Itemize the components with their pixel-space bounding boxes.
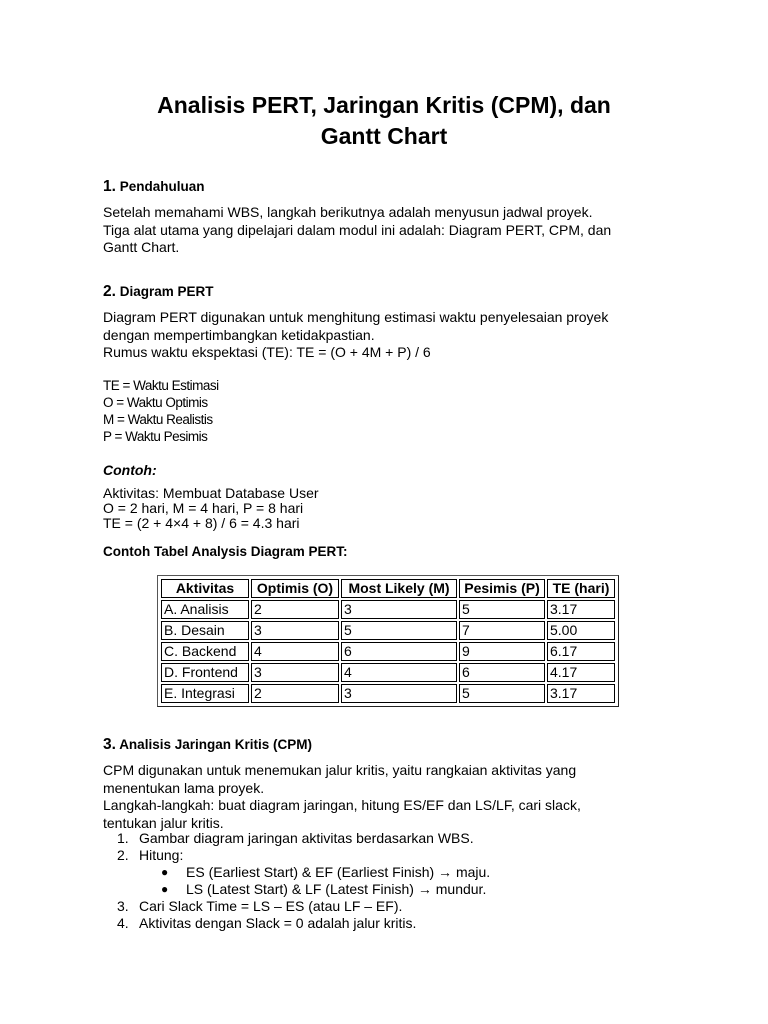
header-activity: Aktivitas [161,579,249,598]
section-2-title: Diagram PERT [119,284,214,299]
table-row [161,684,615,703]
table-cell: 3.17 [547,684,615,703]
list-text: Cari Slack Time = LS – ES (atau LF – EF). [139,898,403,914]
table-cell: 4 [251,642,339,661]
section-3-number: 3. [103,736,116,753]
table-cell: 3 [251,663,339,682]
bullet-item [103,864,490,881]
definition-line: M = Waktu Realistis [103,412,213,427]
definition-line: P = Waktu Pesimis [103,429,208,444]
table-cell: C. Backend [161,642,249,661]
list-number: 2. [117,847,129,863]
list-item [103,830,490,847]
table-cell: 3.17 [547,600,615,619]
section-1-title: Pendahuluan [119,179,205,194]
header-most-likely: Most Likely (M) [341,579,457,598]
table-caption: Contoh Tabel Analysis Diagram PERT: [103,544,348,559]
paragraph-line: CPM digunakan untuk menemukan jalur kritis, yaitu rangkaian aktivitas yang [103,762,577,778]
table-cell: 4 [341,663,457,682]
example-line: O = 2 hari, M = 4 hari, P = 8 hari [103,500,304,516]
table-cell: 9 [459,642,545,661]
table-row [161,600,615,619]
section-2-number: 2. [103,283,116,300]
list-number: 3. [117,898,129,914]
table-cell: 6 [341,642,457,661]
table-cell: 4.17 [547,663,615,682]
bullet-text: LS (Latest Start) & LF (Latest Finish) → mundur. [186,881,487,897]
list-text: Aktivitas dengan Slack = 0 adalah jalur kritis. [139,915,417,931]
section-3-paragraph [103,762,581,832]
document-title [60,90,708,152]
pert-table [159,577,617,705]
definition-line: O = Waktu Optimis [103,395,208,410]
paragraph-line: Setelah memahami WBS, langkah berikutnya adalah menyusun jadwal proyek. [103,204,593,220]
example-body [103,486,319,531]
section-1-paragraph [103,204,611,257]
paragraph-line: Diagram PERT digunakan untuk menghitung estimasi waktu penyelesaian proyek [103,309,609,325]
table-cell: 7 [459,621,545,640]
pert-table-frame [157,575,619,707]
table-cell: 2 [251,600,339,619]
bullet-icon: ● [161,865,169,879]
table-cell: A. Analisis [161,600,249,619]
header-pessimistic: Pesimis (P) [459,579,545,598]
list-item [103,898,490,915]
table-cell: 2 [251,684,339,703]
example-line: Aktivitas: Membuat Database User [103,485,319,501]
table-cell: 6.17 [547,642,615,661]
variable-definitions [103,377,219,445]
list-item [103,847,490,864]
header-te: TE (hari) [547,579,615,598]
definition-line: TE = Waktu Estimasi [103,378,219,393]
table-header-row [161,579,615,598]
paragraph-line: menentukan lama proyek. [103,779,265,796]
table-cell: 5 [459,684,545,703]
list-text: Gambar diagram jaringan aktivitas berdasarkan WBS. [139,830,474,846]
list-number: 1. [117,830,129,846]
table-cell: 5 [341,621,457,640]
paragraph-line: tentukan jalur kritis. [103,814,224,831]
section-1-number: 1. [103,178,116,195]
list-text: Hitung: [139,847,184,863]
section-3-title: Analisis Jaringan Kritis (CPM) [119,737,312,752]
section-2-paragraph [103,309,608,362]
paragraph-line: Langkah-langkah: buat diagram jaringan, hitung ES/EF dan LS/LF, cari slack, [103,797,581,813]
example-label: Contoh: [103,462,157,478]
table-cell: 3 [341,600,457,619]
example-line: TE = (2 + 4×4 + 8) / 6 = 4.3 hari [103,515,300,531]
table-row [161,621,615,640]
table-cell: B. Desain [161,621,249,640]
table-cell: 3 [341,684,457,703]
bullet-item [103,881,490,898]
section-1-heading [103,178,204,196]
table-cell: 3 [251,621,339,640]
bullet-text: ES (Earliest Start) & EF (Earliest Finish) → maju. [186,864,491,880]
table-row [161,663,615,682]
title-line-1: Analisis PERT, Jaringan Kritis (CPM), dan [157,92,611,118]
table-cell: D. Frontend [161,663,249,682]
table-cell: 5 [459,600,545,619]
section-3-heading [103,736,312,754]
header-optimistic: Optimis (O) [251,579,339,598]
table-cell: 6 [459,663,545,682]
section-2-heading [103,283,213,301]
table-cell: E. Integrasi [161,684,249,703]
paragraph-line: dengan mempertimbangkan ketidakpastian. [103,326,375,343]
paragraph-line: Gantt Chart. [103,239,180,255]
title-line-2: Gantt Chart [320,123,448,149]
list-item [103,915,490,932]
bullet-icon: ● [161,882,169,896]
paragraph-line: Rumus waktu ekspektasi (TE): TE = (O + 4M + P) / 6 [103,344,431,360]
paragraph-line: Tiga alat utama yang dipelajari dalam modul ini adalah: Diagram PERT, CPM, dan [103,221,612,238]
list-number: 4. [117,915,129,931]
cpm-steps-list [103,830,490,932]
table-cell: 5.00 [547,621,615,640]
table-row [161,642,615,661]
